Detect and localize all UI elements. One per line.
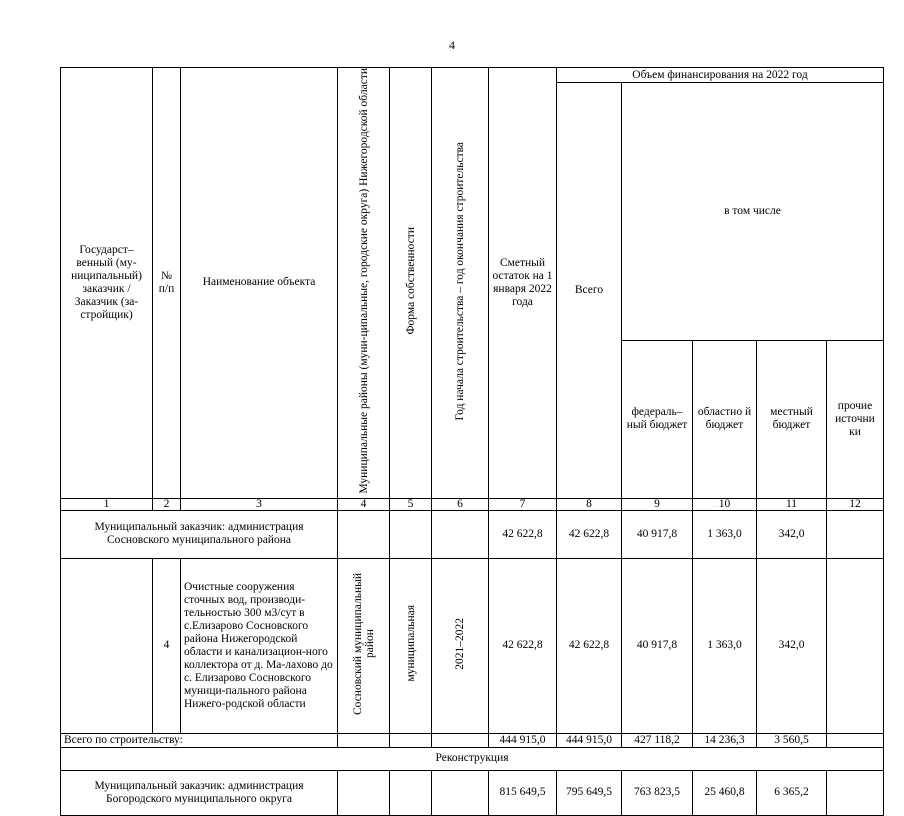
regional-value: 1 363,0 bbox=[693, 558, 757, 733]
object-number: 4 bbox=[153, 558, 181, 733]
column-number: 1 bbox=[61, 498, 153, 510]
header-district bbox=[338, 68, 390, 499]
construction-total-label: Всего по строительству: bbox=[61, 733, 338, 747]
page-number: 4 bbox=[449, 38, 455, 52]
object-district bbox=[338, 558, 390, 733]
smeta-value: 444 915,0 bbox=[489, 733, 557, 747]
other-value bbox=[827, 770, 884, 815]
empty-cell bbox=[61, 558, 153, 733]
object-years-text: 2021–2022 bbox=[454, 617, 466, 670]
object-ownership-text: муниципальная bbox=[404, 605, 417, 682]
column-number: 9 bbox=[622, 498, 693, 510]
header-district-text: Муниципальные районы (муни-ципальные, городские округа) Нижегородской области bbox=[357, 68, 370, 494]
object-ownership bbox=[390, 558, 432, 733]
header-object-name: Наименование объекта bbox=[181, 68, 338, 499]
table-row-object-4 bbox=[61, 558, 884, 733]
local-value: 342,0 bbox=[757, 510, 827, 558]
header-years bbox=[432, 68, 489, 499]
federal-value: 763 823,5 bbox=[622, 770, 693, 815]
empty-cell bbox=[338, 510, 390, 558]
object-name: Очистные сооружения сточных вод, производи-тельностью 300 м3/сут в с.Елизарово Сосновского района Нижегородской области и канализацион-ного коллектора от д. Ма-лахово до с. Елизарово Сосновского муници-пального района Нижего-родской области bbox=[181, 558, 338, 733]
column-number: 10 bbox=[693, 498, 757, 510]
total-value: 42 622,8 bbox=[557, 558, 622, 733]
smeta-value: 42 622,8 bbox=[489, 510, 557, 558]
federal-value: 427 118,2 bbox=[622, 733, 693, 747]
header-number: № п/п bbox=[153, 68, 181, 499]
header-total: Всего bbox=[557, 83, 622, 499]
header-smeta: Сметный остаток на 1 января 2022 года bbox=[489, 68, 557, 499]
header-years-text: Год начала строительства – год окончания строительства bbox=[454, 141, 466, 420]
customer-label: Муниципальный заказчик: администрация Сосновского муниципального района bbox=[61, 510, 338, 558]
empty-cell bbox=[432, 770, 489, 815]
header-ownership bbox=[390, 68, 432, 499]
column-number-row bbox=[61, 498, 884, 510]
table-row-section bbox=[61, 747, 884, 770]
header-regional: областно й бюджет bbox=[693, 340, 757, 498]
column-number: 11 bbox=[757, 498, 827, 510]
total-value: 444 915,0 bbox=[557, 733, 622, 747]
column-number: 5 bbox=[390, 498, 432, 510]
empty-cell bbox=[390, 510, 432, 558]
column-number: 2 bbox=[153, 498, 181, 510]
column-number: 6 bbox=[432, 498, 489, 510]
column-number: 8 bbox=[557, 498, 622, 510]
other-value bbox=[827, 558, 884, 733]
customer-label: Муниципальный заказчик: администрация Богородского муниципального округа bbox=[61, 770, 338, 815]
table-row-customer-sosnovsky bbox=[61, 510, 884, 558]
other-value bbox=[827, 733, 884, 747]
header-local: местный бюджет bbox=[757, 340, 827, 498]
other-value bbox=[827, 510, 884, 558]
local-value: 6 365,2 bbox=[757, 770, 827, 815]
empty-cell bbox=[338, 770, 390, 815]
empty-cell bbox=[390, 733, 432, 747]
empty-cell bbox=[432, 510, 489, 558]
regional-value: 25 460,8 bbox=[693, 770, 757, 815]
header-including-group: в том числе bbox=[622, 83, 884, 341]
object-district-text: Сосновский муниципальный район bbox=[351, 572, 376, 715]
total-value: 795 649,5 bbox=[557, 770, 622, 815]
financing-table bbox=[60, 67, 884, 816]
header-federal: федераль–ный бюджет bbox=[622, 340, 693, 498]
column-number: 4 bbox=[338, 498, 390, 510]
header-customer: Государст–венный (му-ниципальный) заказчик / Заказчик (за-стройщик) bbox=[61, 68, 153, 499]
local-value: 342,0 bbox=[757, 558, 827, 733]
section-title: Реконструкция bbox=[61, 747, 884, 770]
federal-value: 40 917,8 bbox=[622, 510, 693, 558]
empty-cell bbox=[390, 770, 432, 815]
object-years bbox=[432, 558, 489, 733]
table-row-construction-total bbox=[61, 733, 884, 747]
column-number: 7 bbox=[489, 498, 557, 510]
smeta-value: 815 649,5 bbox=[489, 770, 557, 815]
column-number: 12 bbox=[827, 498, 884, 510]
local-value: 3 560,5 bbox=[757, 733, 827, 747]
smeta-value: 42 622,8 bbox=[489, 558, 557, 733]
regional-value: 14 236,3 bbox=[693, 733, 757, 747]
header-ownership-text: Форма собственности bbox=[404, 227, 417, 335]
regional-value: 1 363,0 bbox=[693, 510, 757, 558]
header-other: прочие источни ки bbox=[827, 340, 884, 498]
table-row-customer-bogorodsky bbox=[61, 770, 884, 815]
empty-cell bbox=[338, 733, 390, 747]
total-value: 42 622,8 bbox=[557, 510, 622, 558]
column-number: 3 bbox=[181, 498, 338, 510]
federal-value: 40 917,8 bbox=[622, 558, 693, 733]
empty-cell bbox=[432, 733, 489, 747]
header-financing-group: Объем финансирования на 2022 год bbox=[557, 68, 884, 83]
